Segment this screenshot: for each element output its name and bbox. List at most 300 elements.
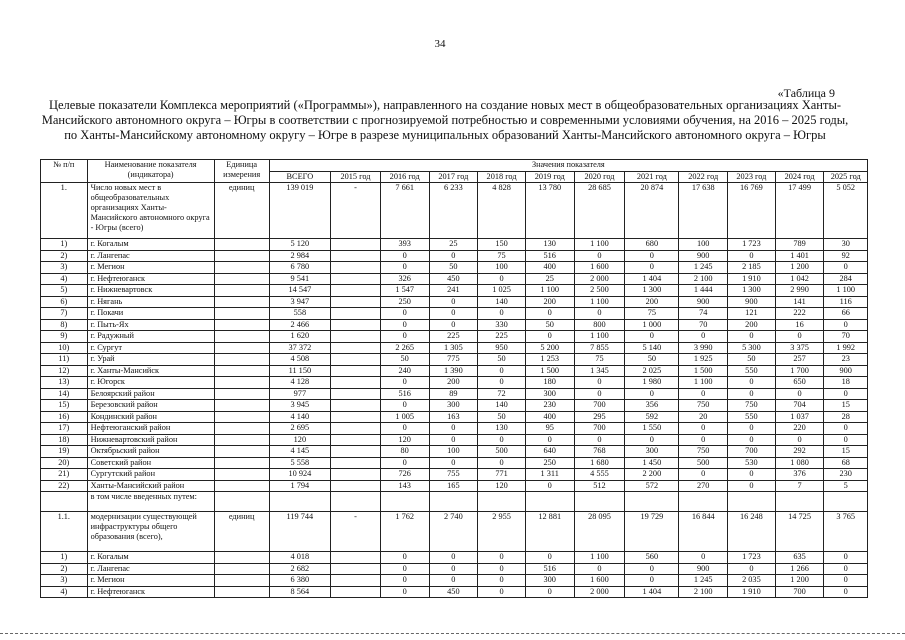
- row-value: 0: [525, 331, 574, 343]
- row-value: 270: [679, 480, 728, 492]
- header-column: ВСЕГО: [269, 171, 330, 183]
- row-value: 3 765: [824, 512, 868, 552]
- row-value: 30: [824, 239, 868, 251]
- row-value: 140: [478, 296, 526, 308]
- row-number: 1.1.: [41, 512, 88, 552]
- row-unit: [214, 331, 269, 343]
- table-row: [41, 239, 868, 251]
- row-value: 1 500: [679, 365, 728, 377]
- row-value: [331, 423, 381, 435]
- row-value: 2 100: [679, 273, 728, 285]
- row-value: 50: [728, 354, 776, 366]
- row-value: 0: [728, 434, 776, 446]
- row-value: 12 881: [525, 512, 574, 552]
- row-value: [728, 492, 776, 512]
- row-value: 1 680: [574, 457, 625, 469]
- row-value: 2 185: [728, 262, 776, 274]
- row-value: 900: [679, 296, 728, 308]
- row-value: 74: [679, 308, 728, 320]
- row-value: 768: [574, 446, 625, 458]
- row-value: 4 140: [269, 411, 330, 423]
- row-value: 0: [478, 308, 526, 320]
- row-name: Ханты-Мансийский район: [87, 480, 214, 492]
- row-value: 0: [429, 308, 478, 320]
- row-value: 572: [625, 480, 679, 492]
- row-value: 0: [380, 262, 429, 274]
- row-value: 500: [679, 457, 728, 469]
- row-value: 4 128: [269, 377, 330, 389]
- row-unit: [214, 457, 269, 469]
- row-value: 0: [380, 457, 429, 469]
- row-value: [331, 434, 381, 446]
- row-value: [574, 492, 625, 512]
- row-unit: [214, 552, 269, 564]
- row-value: 0: [478, 377, 526, 389]
- row-value: 200: [728, 319, 776, 331]
- row-value: 119 744: [269, 512, 330, 552]
- row-value: 500: [478, 446, 526, 458]
- row-number: 22): [41, 480, 88, 492]
- row-value: [331, 492, 381, 512]
- row-value: 250: [380, 296, 429, 308]
- row-value: 0: [380, 586, 429, 598]
- row-value: 0: [429, 319, 478, 331]
- row-value: 1 100: [525, 285, 574, 297]
- row-value: 0: [625, 262, 679, 274]
- row-value: 1 000: [625, 319, 679, 331]
- row-value: 640: [525, 446, 574, 458]
- row-value: 75: [478, 250, 526, 262]
- row-value: [775, 492, 824, 512]
- row-unit: [214, 434, 269, 446]
- row-value: 0: [525, 552, 574, 564]
- row-value: 18: [824, 377, 868, 389]
- row-value: 400: [525, 411, 574, 423]
- row-value: 0: [625, 250, 679, 262]
- row-value: 15: [824, 446, 868, 458]
- row-value: 284: [824, 273, 868, 285]
- header-column: 2016 год: [380, 171, 429, 183]
- row-value: 10 924: [269, 469, 330, 481]
- row-value: 0: [429, 434, 478, 446]
- row-value: 2 466: [269, 319, 330, 331]
- row-number: 11): [41, 354, 88, 366]
- row-value: 70: [824, 331, 868, 343]
- row-value: 120: [380, 434, 429, 446]
- row-value: 5 300: [728, 342, 776, 354]
- row-unit: [214, 262, 269, 274]
- row-unit: [214, 296, 269, 308]
- header-column: 2018 год: [478, 171, 526, 183]
- table-row: [41, 377, 868, 389]
- row-value: 0: [478, 552, 526, 564]
- row-value: 13 780: [525, 183, 574, 239]
- row-value: 150: [478, 239, 526, 251]
- row-value: 1 910: [728, 273, 776, 285]
- row-value: 9 541: [269, 273, 330, 285]
- row-value: 1 925: [679, 354, 728, 366]
- row-value: 900: [679, 563, 728, 575]
- row-value: 1 404: [625, 586, 679, 598]
- header-column: 2017 год: [429, 171, 478, 183]
- row-value: 2 035: [728, 575, 776, 587]
- row-value: 0: [679, 552, 728, 564]
- row-value: 0: [824, 434, 868, 446]
- row-value: 3 990: [679, 342, 728, 354]
- row-value: 163: [429, 411, 478, 423]
- row-value: -: [331, 183, 381, 239]
- row-value: [331, 377, 381, 389]
- row-value: 6 380: [269, 575, 330, 587]
- row-value: 4 508: [269, 354, 330, 366]
- row-value: [625, 492, 679, 512]
- row-value: [331, 354, 381, 366]
- table-row: [41, 552, 868, 564]
- row-value: [331, 342, 381, 354]
- row-value: 900: [824, 365, 868, 377]
- row-unit: [214, 308, 269, 320]
- row-value: 37 372: [269, 342, 330, 354]
- row-value: 1 100: [824, 285, 868, 297]
- row-value: 50: [478, 411, 526, 423]
- row-value: 450: [429, 586, 478, 598]
- row-value: 0: [574, 434, 625, 446]
- row-value: 16: [775, 319, 824, 331]
- row-value: 6 780: [269, 262, 330, 274]
- row-value: 0: [625, 575, 679, 587]
- table-row: [41, 492, 868, 512]
- row-value: 28 095: [574, 512, 625, 552]
- row-name: Нижневартовский район: [87, 434, 214, 446]
- row-value: 250: [525, 457, 574, 469]
- row-value: 0: [380, 250, 429, 262]
- row-value: 80: [380, 446, 429, 458]
- row-value: 14 547: [269, 285, 330, 297]
- row-value: 225: [478, 331, 526, 343]
- row-unit: [214, 446, 269, 458]
- row-value: 560: [625, 552, 679, 564]
- row-number: 20): [41, 457, 88, 469]
- row-value: 50: [625, 354, 679, 366]
- header-num: № п/п: [41, 160, 88, 183]
- row-value: 20 874: [625, 183, 679, 239]
- row-value: 0: [429, 575, 478, 587]
- row-value: 1 600: [574, 575, 625, 587]
- table-row: [41, 434, 868, 446]
- row-unit: [214, 239, 269, 251]
- row-value: 0: [625, 388, 679, 400]
- row-value: 130: [525, 239, 574, 251]
- row-value: 0: [429, 563, 478, 575]
- row-value: [525, 492, 574, 512]
- document-title: Целевые показатели Комплекса мероприятий («Программы»), направленного на создание новых мест в общеобразовательных организациях Ханты-Мансийского автономного округа – Югры в соответствии с прогнозируемой потребностью и современными условиями обучения, на 2016 – 2025 годы, по Ханты-Мансийскому автономному округу – Югре в разрезе муниципальных образований Ханты-Мансийского автономного округа – Югры: [41, 98, 849, 142]
- row-value: 1 100: [574, 331, 625, 343]
- table-row: [41, 308, 868, 320]
- table-row: [41, 365, 868, 377]
- row-value: 1 042: [775, 273, 824, 285]
- row-value: 180: [525, 377, 574, 389]
- row-name: г. Лангепас: [87, 250, 214, 262]
- row-value: 5 052: [824, 183, 868, 239]
- row-value: 2 200: [625, 469, 679, 481]
- row-value: 1 200: [775, 262, 824, 274]
- row-value: 1 005: [380, 411, 429, 423]
- table-row: [41, 563, 868, 575]
- row-value: 2 990: [775, 285, 824, 297]
- row-unit: [214, 469, 269, 481]
- row-value: [331, 446, 381, 458]
- row-value: 240: [380, 365, 429, 377]
- row-value: 50: [429, 262, 478, 274]
- row-name: г. Покачи: [87, 308, 214, 320]
- row-name: Кондинский район: [87, 411, 214, 423]
- row-value: [331, 400, 381, 412]
- header-unit: Единица измерения: [214, 160, 269, 183]
- header-column: 2015 год: [331, 171, 381, 183]
- row-value: [331, 552, 381, 564]
- row-name: г. Нягань: [87, 296, 214, 308]
- row-value: 16 769: [728, 183, 776, 239]
- row-value: 1 401: [775, 250, 824, 262]
- row-value: 5 200: [525, 342, 574, 354]
- row-number: 2): [41, 250, 88, 262]
- row-value: 326: [380, 273, 429, 285]
- header-column: 2023 год: [728, 171, 776, 183]
- row-value: 100: [679, 239, 728, 251]
- row-value: [331, 411, 381, 423]
- row-value: 0: [478, 434, 526, 446]
- row-value: 7 855: [574, 342, 625, 354]
- row-unit: [214, 285, 269, 297]
- row-value: 0: [380, 319, 429, 331]
- row-value: 0: [380, 563, 429, 575]
- row-value: 0: [380, 400, 429, 412]
- row-value: 700: [728, 446, 776, 458]
- row-value: 0: [824, 388, 868, 400]
- row-value: 789: [775, 239, 824, 251]
- row-value: 700: [574, 400, 625, 412]
- row-value: 14 725: [775, 512, 824, 552]
- row-value: 512: [574, 480, 625, 492]
- row-value: 376: [775, 469, 824, 481]
- row-name: г. Нижневартовск: [87, 285, 214, 297]
- row-value: 0: [824, 563, 868, 575]
- row-number: 18): [41, 434, 88, 446]
- row-value: 241: [429, 285, 478, 297]
- row-value: 28: [824, 411, 868, 423]
- row-value: 1 266: [775, 563, 824, 575]
- row-name: г. Пыть-Ях: [87, 319, 214, 331]
- row-value: 0: [478, 563, 526, 575]
- row-value: 116: [824, 296, 868, 308]
- row-value: [331, 331, 381, 343]
- header-column: 2024 год: [775, 171, 824, 183]
- row-number: 19): [41, 446, 88, 458]
- row-value: 0: [728, 377, 776, 389]
- row-value: 450: [429, 273, 478, 285]
- row-value: 0: [380, 308, 429, 320]
- row-value: 1 762: [380, 512, 429, 552]
- row-number: 7): [41, 308, 88, 320]
- row-value: 750: [679, 400, 728, 412]
- table-body: [41, 160, 868, 598]
- row-value: 230: [824, 469, 868, 481]
- table-row: [41, 446, 868, 458]
- row-value: 25: [525, 273, 574, 285]
- row-value: 1 345: [574, 365, 625, 377]
- row-value: 0: [679, 388, 728, 400]
- row-value: [331, 285, 381, 297]
- row-value: 68: [824, 457, 868, 469]
- row-value: 11 150: [269, 365, 330, 377]
- row-value: 0: [679, 434, 728, 446]
- row-value: 75: [625, 308, 679, 320]
- row-number: 4): [41, 273, 88, 285]
- row-value: 1 300: [625, 285, 679, 297]
- row-value: 0: [478, 575, 526, 587]
- row-value: 592: [625, 411, 679, 423]
- row-value: 1 025: [478, 285, 526, 297]
- table-row: [41, 411, 868, 423]
- row-number: 6): [41, 296, 88, 308]
- row-value: 680: [625, 239, 679, 251]
- row-number: 14): [41, 388, 88, 400]
- row-value: 1 245: [679, 575, 728, 587]
- row-value: 1 100: [679, 377, 728, 389]
- row-value: 0: [728, 480, 776, 492]
- row-value: 1 910: [728, 586, 776, 598]
- row-value: 750: [728, 400, 776, 412]
- table-row: [41, 354, 868, 366]
- row-value: 0: [824, 262, 868, 274]
- row-value: 977: [269, 388, 330, 400]
- row-number: 3): [41, 262, 88, 274]
- table-caption: «Таблица 9: [777, 86, 835, 100]
- row-value: [331, 469, 381, 481]
- row-value: 0: [380, 331, 429, 343]
- row-value: 2 100: [679, 586, 728, 598]
- row-value: [331, 308, 381, 320]
- row-value: 2 955: [478, 512, 526, 552]
- row-name: модернизации существующей инфраструктуры общего образования (всего),: [87, 512, 214, 552]
- row-value: 300: [625, 446, 679, 458]
- row-value: 120: [269, 434, 330, 446]
- row-number: 17): [41, 423, 88, 435]
- row-value: 4 018: [269, 552, 330, 564]
- row-value: 0: [824, 586, 868, 598]
- row-value: 1 311: [525, 469, 574, 481]
- row-value: 1 100: [574, 552, 625, 564]
- row-name: г. Мегион: [87, 575, 214, 587]
- row-value: 5: [824, 480, 868, 492]
- row-value: 0: [478, 457, 526, 469]
- row-value: 0: [775, 434, 824, 446]
- row-value: 257: [775, 354, 824, 366]
- row-value: [331, 575, 381, 587]
- row-value: 950: [478, 342, 526, 354]
- row-value: 8 564: [269, 586, 330, 598]
- row-value: 95: [525, 423, 574, 435]
- table-row: [41, 586, 868, 598]
- row-value: 2 682: [269, 563, 330, 575]
- row-number: 12): [41, 365, 88, 377]
- row-value: 200: [625, 296, 679, 308]
- row-value: 50: [380, 354, 429, 366]
- row-value: 0: [679, 331, 728, 343]
- row-value: 1 547: [380, 285, 429, 297]
- table-row: [41, 331, 868, 343]
- row-value: 0: [478, 365, 526, 377]
- table-row: [41, 423, 868, 435]
- row-value: 0: [574, 250, 625, 262]
- row-value: 1 305: [429, 342, 478, 354]
- row-value: 1 794: [269, 480, 330, 492]
- row-value: 143: [380, 480, 429, 492]
- row-value: [331, 563, 381, 575]
- row-value: 92: [824, 250, 868, 262]
- row-number: 2): [41, 563, 88, 575]
- row-value: 2 000: [574, 273, 625, 285]
- header-column: 2025 год: [824, 171, 868, 183]
- header-column: 2019 год: [525, 171, 574, 183]
- row-value: 165: [429, 480, 478, 492]
- row-value: 3 947: [269, 296, 330, 308]
- table-row: [41, 319, 868, 331]
- row-number: 9): [41, 331, 88, 343]
- row-name: г. Югорск: [87, 377, 214, 389]
- table-row: [41, 480, 868, 492]
- row-value: 75: [574, 354, 625, 366]
- row-unit: [214, 250, 269, 262]
- row-value: 2 984: [269, 250, 330, 262]
- row-unit: [214, 342, 269, 354]
- row-number: 13): [41, 377, 88, 389]
- row-value: 700: [574, 423, 625, 435]
- row-value: 15: [824, 400, 868, 412]
- row-number: 16): [41, 411, 88, 423]
- row-value: 1 450: [625, 457, 679, 469]
- row-value: 0: [728, 331, 776, 343]
- row-value: 20: [679, 411, 728, 423]
- page-number: 34: [434, 38, 446, 50]
- row-value: 1 980: [625, 377, 679, 389]
- row-value: 292: [775, 446, 824, 458]
- row-value: 225: [429, 331, 478, 343]
- row-value: 900: [679, 250, 728, 262]
- row-value: 0: [824, 552, 868, 564]
- row-value: 0: [380, 423, 429, 435]
- row-value: 50: [525, 319, 574, 331]
- row-value: 0: [574, 388, 625, 400]
- row-value: 0: [625, 563, 679, 575]
- row-value: 800: [574, 319, 625, 331]
- header-column: 2020 год: [574, 171, 625, 183]
- row-name: г. Урай: [87, 354, 214, 366]
- table-row: [41, 342, 868, 354]
- row-value: 771: [478, 469, 526, 481]
- header-name: Наименование показателя (индикатора): [87, 160, 214, 183]
- row-value: 0: [380, 377, 429, 389]
- row-value: 0: [380, 552, 429, 564]
- row-name: г. Ханты-Мансийск: [87, 365, 214, 377]
- row-value: 2 740: [429, 512, 478, 552]
- row-unit: [214, 480, 269, 492]
- header-column: 2021 год: [625, 171, 679, 183]
- row-value: 141: [775, 296, 824, 308]
- table-row: [41, 457, 868, 469]
- row-name: г. Нефтеюганск: [87, 586, 214, 598]
- row-value: 650: [775, 377, 824, 389]
